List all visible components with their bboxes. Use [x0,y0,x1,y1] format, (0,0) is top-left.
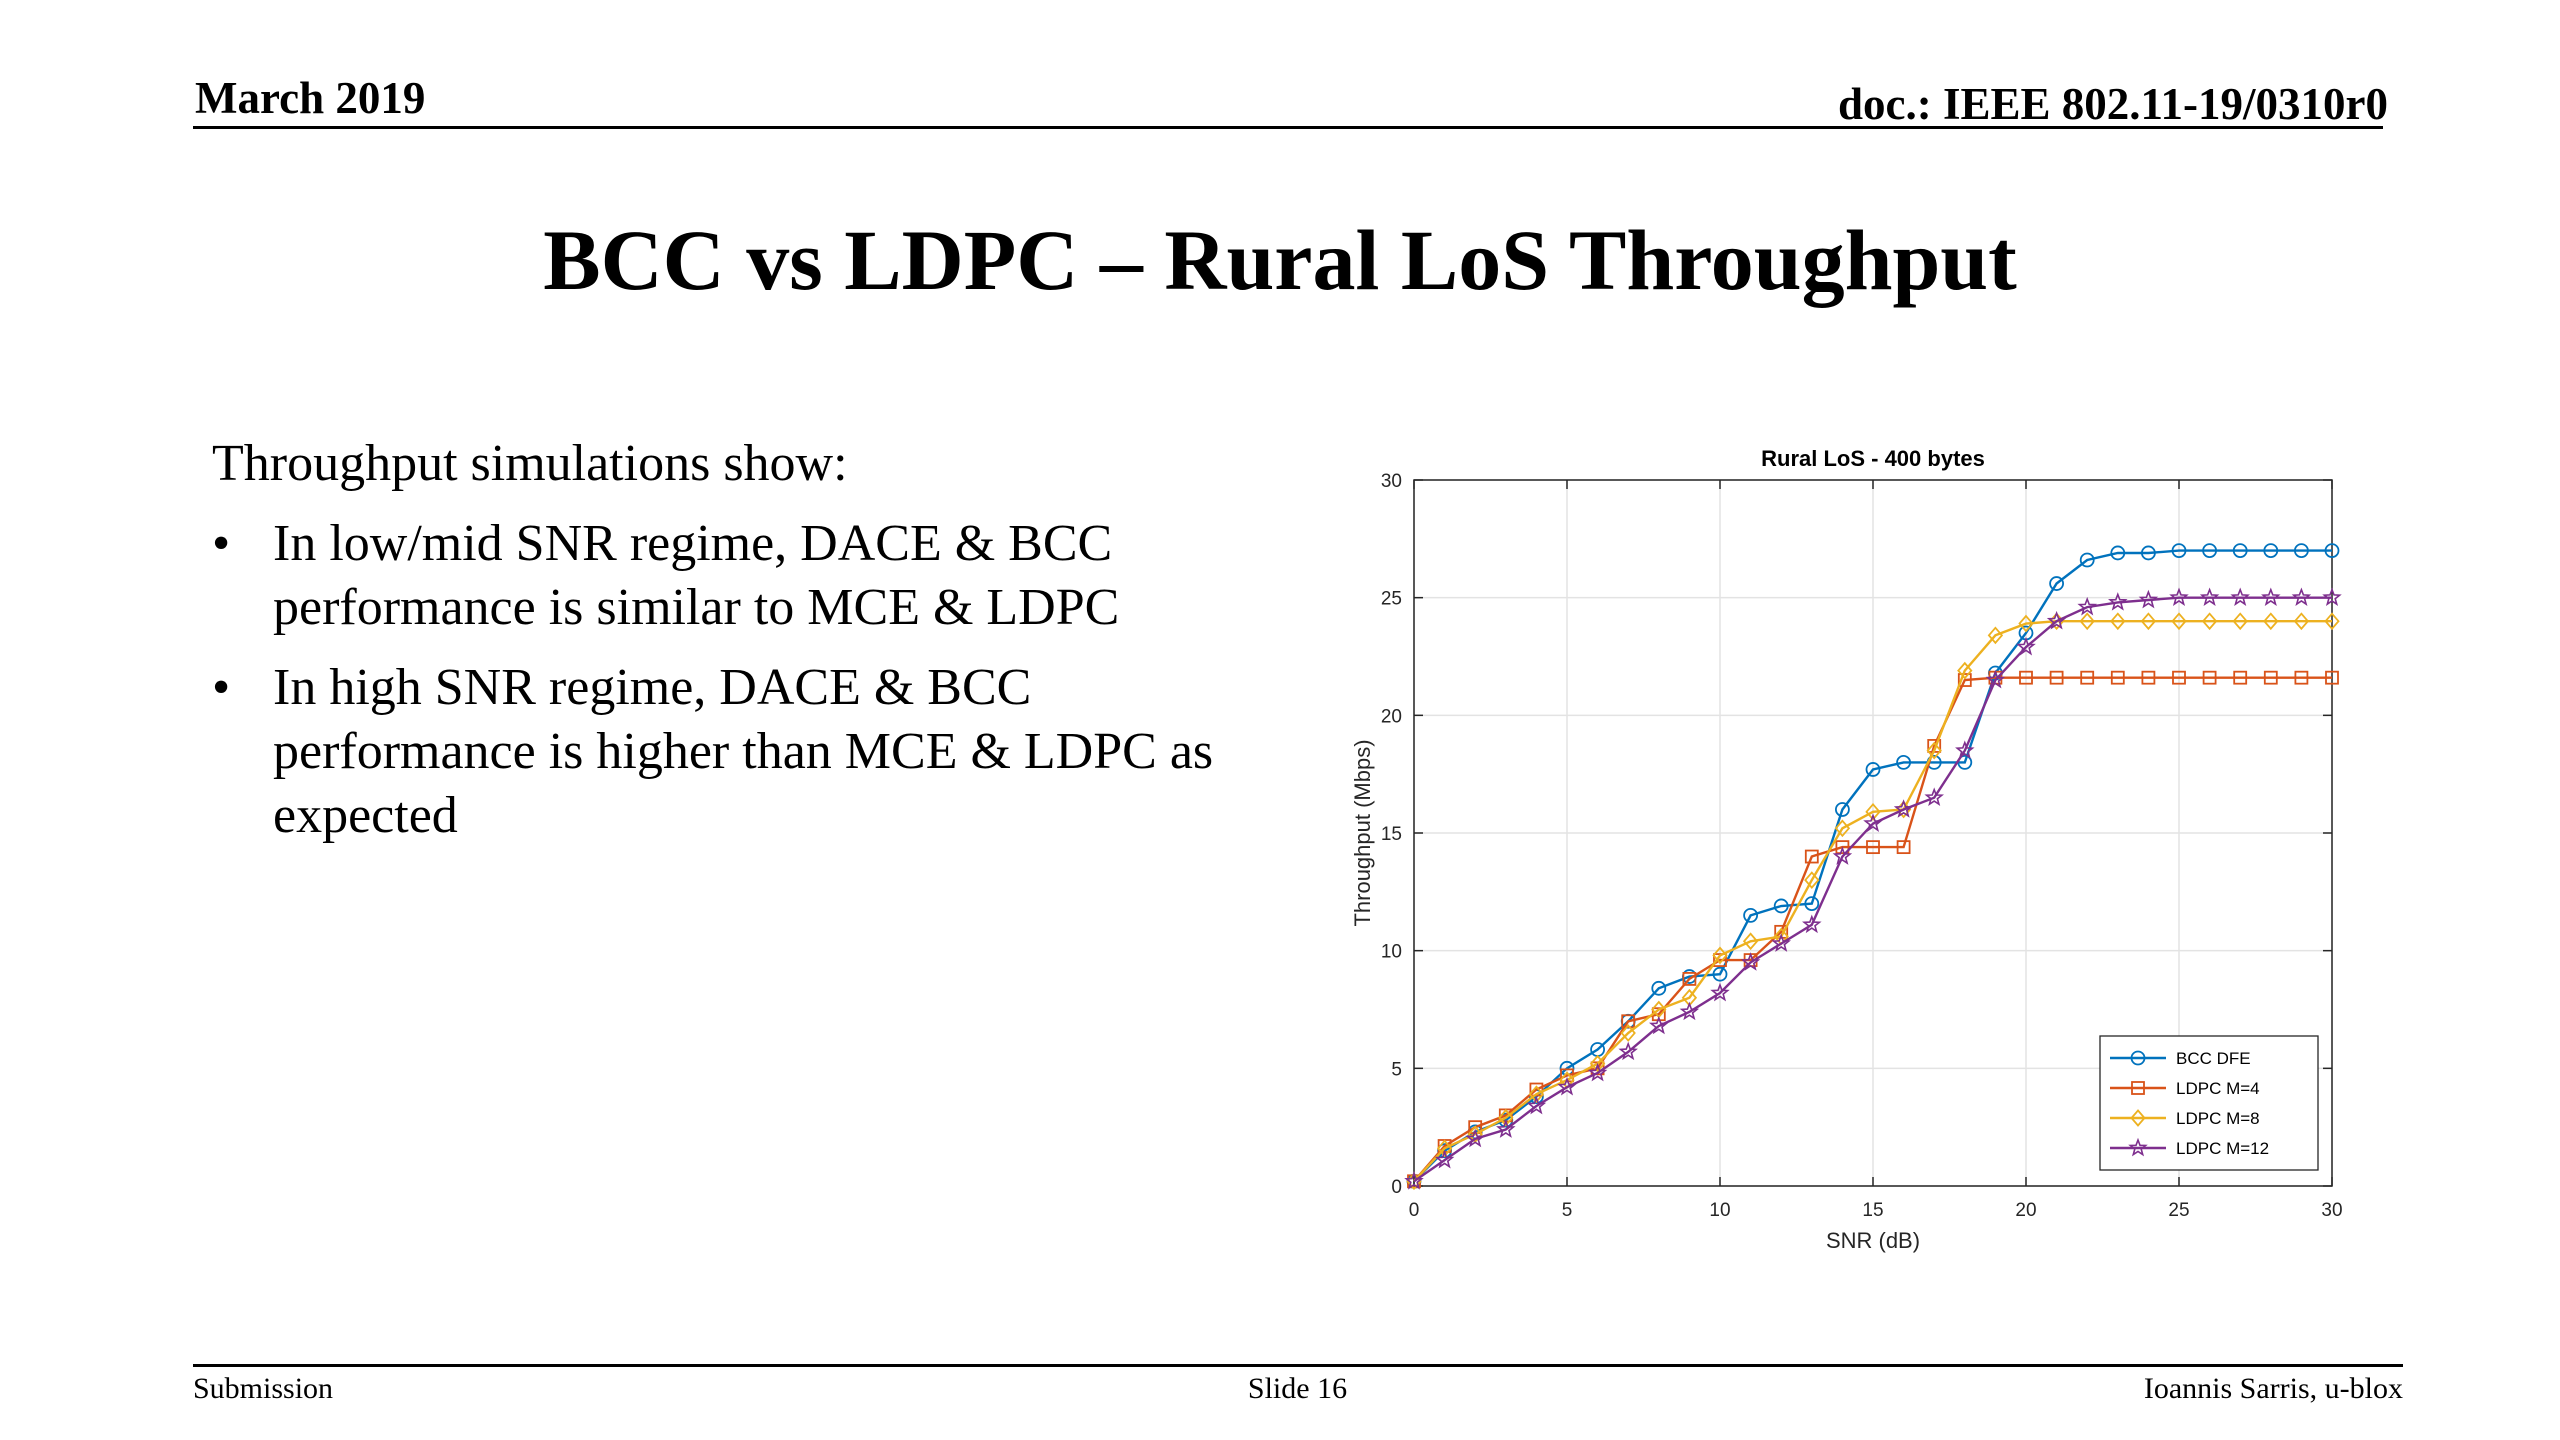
footer-divider [193,1364,2403,1367]
x-tick-label: 10 [1709,1200,1731,1221]
y-tick-label: 15 [1380,824,1402,845]
legend-label: LDPC M=12 [2176,1139,2270,1158]
bullet-item-2 [212,656,1302,848]
bullet-text-2: In high SNR regime, DACE & BCC performance is higher than MCE & LDPC as expected [273,659,1214,844]
legend-label: BCC DFE [2176,1049,2251,1068]
slide-body [212,432,1302,864]
bullet-glyph: • [212,659,231,716]
chart-legend [2100,1036,2318,1170]
y-tick-label: 20 [1380,706,1402,728]
bullet-text-1: In low/mid SNR regime, DACE & BCC performance is similar to MCE & LDPC [273,515,1120,636]
chart-svg [1330,430,2380,1260]
bullet-list [212,512,1302,848]
bullet-glyph: • [212,515,231,572]
throughput-chart [1330,430,2380,1260]
footer-submission: Submission [193,1372,334,1405]
footer-slide-number: Slide 16 [1247,1372,1348,1405]
slide-title: BCC vs LDPC – Rural LoS Throughput [543,212,2017,308]
chart-title: Rural LoS - 400 bytes [1761,446,1985,471]
y-tick-label: 0 [1391,1177,1402,1198]
y-tick-label: 30 [1380,471,1402,492]
header-divider [193,126,2383,129]
footer-author: Ioannis Sarris, u-blox [2143,1372,2403,1405]
x-tick-label: 20 [2015,1200,2037,1221]
bullet-item-1 [212,512,1302,640]
legend-label: LDPC M=8 [2176,1109,2260,1128]
x-tick-label: 0 [1408,1200,1420,1221]
x-tick-label: 15 [1862,1200,1884,1221]
y-tick-label: 10 [1380,941,1402,963]
legend-label: LDPC M=4 [2176,1079,2260,1098]
x-tick-label: 5 [1561,1200,1573,1221]
x-tick-label: 25 [2168,1200,2190,1221]
y-axis-label: Throughput (Mbps) [1350,739,1375,927]
x-tick-label: 30 [2321,1200,2343,1221]
y-tick-label: 5 [1391,1059,1402,1081]
body-intro: Throughput simulations show: [212,435,848,492]
header-doc-id: doc.: IEEE 802.11-19/0310r0 [1837,79,2388,129]
y-tick-label: 25 [1380,588,1402,610]
x-axis-label: SNR (dB) [1825,1228,1921,1253]
header-date: March 2019 [195,73,426,123]
